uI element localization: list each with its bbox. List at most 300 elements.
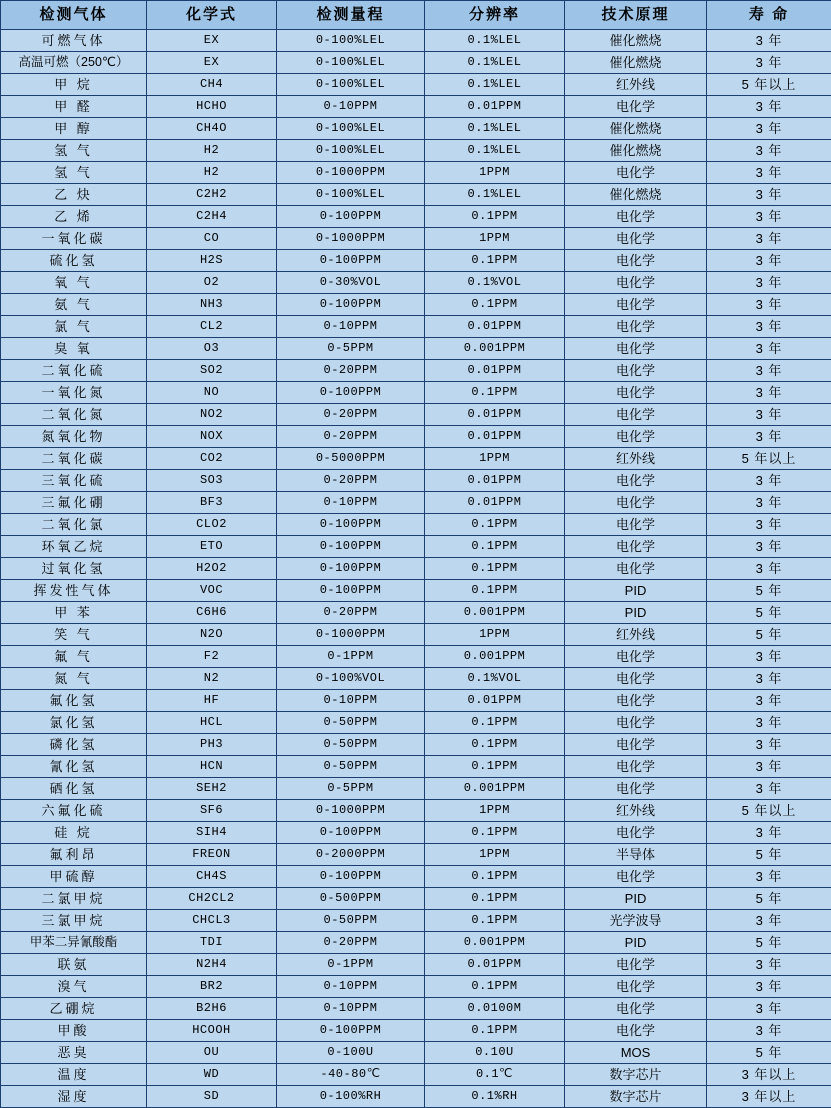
table-row: [1, 272, 831, 294]
table-row: [1, 536, 831, 558]
cell-range: 0-100PPM: [277, 580, 425, 602]
cell-resolution: 0.01PPM: [425, 954, 565, 976]
cell-lifespan: 5 年: [707, 624, 831, 646]
cell-principle: 催化燃烧: [565, 118, 707, 140]
cell-gas: 可燃气体: [1, 30, 147, 52]
table-body: [1, 30, 831, 1108]
cell-lifespan: 3 年: [707, 118, 831, 140]
cell-gas: 氯化氢: [1, 712, 147, 734]
cell-gas: 氟利昂: [1, 844, 147, 866]
cell-gas: 硅 烷: [1, 822, 147, 844]
cell-formula: SEH2: [147, 778, 277, 800]
cell-range: 0-20PPM: [277, 470, 425, 492]
cell-range: 0-50PPM: [277, 712, 425, 734]
cell-principle: 电化学: [565, 734, 707, 756]
cell-resolution: 0.01PPM: [425, 316, 565, 338]
cell-formula: O2: [147, 272, 277, 294]
cell-gas: 甲 烷: [1, 74, 147, 96]
table-header-row: [1, 1, 831, 30]
cell-gas: 乙 烯: [1, 206, 147, 228]
cell-gas: 乙 炔: [1, 184, 147, 206]
cell-range: 0-1000PPM: [277, 228, 425, 250]
cell-formula: SO2: [147, 360, 277, 382]
cell-principle: 红外线: [565, 448, 707, 470]
cell-formula: H2: [147, 140, 277, 162]
cell-formula: CH4: [147, 74, 277, 96]
cell-lifespan: 5 年: [707, 1042, 831, 1064]
cell-range: 0-10PPM: [277, 976, 425, 998]
cell-resolution: 0.0100M: [425, 998, 565, 1020]
cell-lifespan: 3 年: [707, 492, 831, 514]
cell-resolution: 0.10U: [425, 1042, 565, 1064]
cell-gas: 三氯甲烷: [1, 910, 147, 932]
cell-lifespan: 3 年: [707, 162, 831, 184]
cell-principle: 电化学: [565, 646, 707, 668]
cell-principle: 电化学: [565, 426, 707, 448]
cell-formula: CO2: [147, 448, 277, 470]
cell-lifespan: 3 年: [707, 52, 831, 74]
table-row: [1, 404, 831, 426]
table-row: [1, 228, 831, 250]
cell-lifespan: 3 年: [707, 404, 831, 426]
cell-principle: 电化学: [565, 294, 707, 316]
cell-gas: 三氧化硫: [1, 470, 147, 492]
cell-formula: PH3: [147, 734, 277, 756]
cell-principle: 电化学: [565, 778, 707, 800]
table-row: [1, 30, 831, 52]
cell-range: 0-1000PPM: [277, 624, 425, 646]
table-row: [1, 294, 831, 316]
cell-formula: VOC: [147, 580, 277, 602]
cell-formula: SD: [147, 1086, 277, 1108]
cell-resolution: 0.1PPM: [425, 1020, 565, 1042]
table-row: [1, 1086, 831, 1108]
table-row: [1, 866, 831, 888]
cell-gas: 臭 氧: [1, 338, 147, 360]
cell-lifespan: 3 年: [707, 96, 831, 118]
cell-principle: 数字芯片: [565, 1064, 707, 1086]
cell-formula: EX: [147, 52, 277, 74]
cell-formula: C2H4: [147, 206, 277, 228]
cell-range: 0-30%VOL: [277, 272, 425, 294]
cell-range: 0-500PPM: [277, 888, 425, 910]
cell-formula: TDI: [147, 932, 277, 954]
cell-gas: 硫化氢: [1, 250, 147, 272]
cell-formula: N2O: [147, 624, 277, 646]
cell-range: 0-20PPM: [277, 932, 425, 954]
cell-formula: HCL: [147, 712, 277, 734]
cell-range: 0-10PPM: [277, 96, 425, 118]
cell-lifespan: 3 年: [707, 140, 831, 162]
cell-resolution: 1PPM: [425, 624, 565, 646]
cell-formula: NO2: [147, 404, 277, 426]
cell-range: 0-50PPM: [277, 756, 425, 778]
cell-range: 0-50PPM: [277, 734, 425, 756]
cell-formula: OU: [147, 1042, 277, 1064]
cell-gas: 恶臭: [1, 1042, 147, 1064]
cell-formula: F2: [147, 646, 277, 668]
table-row: [1, 382, 831, 404]
cell-gas: 过氧化氢: [1, 558, 147, 580]
cell-gas: 氢 气: [1, 140, 147, 162]
cell-principle: 电化学: [565, 404, 707, 426]
table-row: [1, 910, 831, 932]
cell-principle: 红外线: [565, 624, 707, 646]
cell-formula: BF3: [147, 492, 277, 514]
cell-formula: HCN: [147, 756, 277, 778]
cell-lifespan: 5 年: [707, 844, 831, 866]
cell-principle: 电化学: [565, 338, 707, 360]
cell-principle: 电化学: [565, 250, 707, 272]
table-row: [1, 558, 831, 580]
table-row: [1, 338, 831, 360]
cell-gas: 甲 醛: [1, 96, 147, 118]
column-header-resolution: 分辨率: [425, 1, 565, 30]
cell-formula: N2: [147, 668, 277, 690]
cell-principle: 催化燃烧: [565, 30, 707, 52]
cell-range: 0-100PPM: [277, 558, 425, 580]
cell-formula: EX: [147, 30, 277, 52]
cell-lifespan: 3 年: [707, 360, 831, 382]
table-row: [1, 624, 831, 646]
cell-formula: CH2CL2: [147, 888, 277, 910]
cell-lifespan: 3 年: [707, 514, 831, 536]
cell-gas: 甲苯二异氰酸酯: [1, 932, 147, 954]
table-row: [1, 998, 831, 1020]
cell-lifespan: 3 年以上: [707, 1086, 831, 1108]
cell-range: 0-100PPM: [277, 866, 425, 888]
cell-range: 0-10PPM: [277, 316, 425, 338]
cell-formula: ETO: [147, 536, 277, 558]
cell-formula: O3: [147, 338, 277, 360]
cell-formula: CL2: [147, 316, 277, 338]
cell-gas: 联氨: [1, 954, 147, 976]
table-row: [1, 514, 831, 536]
cell-range: 0-5PPM: [277, 338, 425, 360]
table-row: [1, 1020, 831, 1042]
cell-lifespan: 3 年: [707, 536, 831, 558]
cell-resolution: 0.1PPM: [425, 866, 565, 888]
cell-range: 0-100%LEL: [277, 140, 425, 162]
cell-range: 0-20PPM: [277, 404, 425, 426]
cell-formula: H2: [147, 162, 277, 184]
cell-formula: NH3: [147, 294, 277, 316]
cell-formula: NO: [147, 382, 277, 404]
cell-principle: PID: [565, 580, 707, 602]
cell-principle: 光学波导: [565, 910, 707, 932]
cell-gas: 氯 气: [1, 316, 147, 338]
cell-formula: BR2: [147, 976, 277, 998]
cell-range: 0-100PPM: [277, 294, 425, 316]
table-row: [1, 932, 831, 954]
cell-range: 0-100%LEL: [277, 184, 425, 206]
cell-principle: 电化学: [565, 316, 707, 338]
cell-gas: 氟化氢: [1, 690, 147, 712]
cell-resolution: 0.1PPM: [425, 756, 565, 778]
table-row: [1, 976, 831, 998]
cell-resolution: 0.1PPM: [425, 382, 565, 404]
table-row: [1, 646, 831, 668]
table-row: [1, 316, 831, 338]
cell-range: 0-100%VOL: [277, 668, 425, 690]
cell-gas: 氮氧化物: [1, 426, 147, 448]
cell-range: 0-1PPM: [277, 646, 425, 668]
table-row: [1, 888, 831, 910]
cell-gas: 氟 气: [1, 646, 147, 668]
cell-formula: CO: [147, 228, 277, 250]
cell-gas: 硒化氢: [1, 778, 147, 800]
cell-principle: 电化学: [565, 536, 707, 558]
cell-lifespan: 3 年: [707, 338, 831, 360]
cell-principle: PID: [565, 932, 707, 954]
cell-principle: 电化学: [565, 866, 707, 888]
cell-resolution: 0.01PPM: [425, 470, 565, 492]
table-row: [1, 118, 831, 140]
cell-range: 0-10PPM: [277, 998, 425, 1020]
cell-formula: C6H6: [147, 602, 277, 624]
cell-gas: 氮 气: [1, 668, 147, 690]
table-row: [1, 1042, 831, 1064]
column-header-range: 检测量程: [277, 1, 425, 30]
cell-range: 0-100PPM: [277, 250, 425, 272]
column-header-principle: 技术原理: [565, 1, 707, 30]
cell-formula: HCHO: [147, 96, 277, 118]
cell-lifespan: 3 年: [707, 184, 831, 206]
cell-lifespan: 3 年: [707, 228, 831, 250]
table-row: [1, 756, 831, 778]
cell-range: 0-100PPM: [277, 1020, 425, 1042]
cell-lifespan: 3 年: [707, 250, 831, 272]
cell-lifespan: 3 年: [707, 778, 831, 800]
cell-principle: 电化学: [565, 954, 707, 976]
cell-resolution: 0.1%LEL: [425, 118, 565, 140]
cell-range: -40-80℃: [277, 1064, 425, 1086]
cell-lifespan: 3 年: [707, 998, 831, 1020]
cell-resolution: 0.1℃: [425, 1064, 565, 1086]
cell-principle: 红外线: [565, 800, 707, 822]
cell-lifespan: 5 年以上: [707, 800, 831, 822]
cell-resolution: 0.1PPM: [425, 712, 565, 734]
cell-lifespan: 3 年: [707, 30, 831, 52]
cell-resolution: 0.1PPM: [425, 514, 565, 536]
cell-principle: PID: [565, 602, 707, 624]
cell-resolution: 0.001PPM: [425, 778, 565, 800]
cell-principle: 催化燃烧: [565, 184, 707, 206]
cell-lifespan: 3 年: [707, 316, 831, 338]
cell-range: 0-20PPM: [277, 426, 425, 448]
cell-principle: PID: [565, 888, 707, 910]
table-row: [1, 470, 831, 492]
cell-resolution: 0.01PPM: [425, 690, 565, 712]
cell-formula: N2H4: [147, 954, 277, 976]
cell-range: 0-5PPM: [277, 778, 425, 800]
cell-formula: CH4S: [147, 866, 277, 888]
cell-principle: 电化学: [565, 206, 707, 228]
cell-range: 0-5000PPM: [277, 448, 425, 470]
cell-gas: 氢 气: [1, 162, 147, 184]
cell-resolution: 0.1%LEL: [425, 52, 565, 74]
cell-lifespan: 3 年以上: [707, 1064, 831, 1086]
cell-gas: 氰化氢: [1, 756, 147, 778]
cell-resolution: 0.01PPM: [425, 426, 565, 448]
cell-formula: CH4O: [147, 118, 277, 140]
cell-range: 0-1000PPM: [277, 162, 425, 184]
table-row: [1, 492, 831, 514]
cell-resolution: 0.01PPM: [425, 404, 565, 426]
table-row: [1, 74, 831, 96]
cell-lifespan: 5 年以上: [707, 74, 831, 96]
cell-principle: 电化学: [565, 668, 707, 690]
cell-lifespan: 5 年以上: [707, 448, 831, 470]
cell-gas: 温度: [1, 1064, 147, 1086]
cell-resolution: 0.1%LEL: [425, 184, 565, 206]
cell-formula: WD: [147, 1064, 277, 1086]
cell-lifespan: 3 年: [707, 822, 831, 844]
cell-range: 0-50PPM: [277, 910, 425, 932]
cell-lifespan: 5 年: [707, 602, 831, 624]
cell-lifespan: 3 年: [707, 426, 831, 448]
cell-resolution: 0.1%LEL: [425, 74, 565, 96]
column-header-lifespan: 寿 命: [707, 1, 831, 30]
cell-principle: MOS: [565, 1042, 707, 1064]
cell-principle: 催化燃烧: [565, 52, 707, 74]
cell-resolution: 0.1PPM: [425, 536, 565, 558]
cell-resolution: 0.01PPM: [425, 360, 565, 382]
table-row: [1, 602, 831, 624]
cell-resolution: 0.001PPM: [425, 646, 565, 668]
cell-formula: SO3: [147, 470, 277, 492]
table-row: [1, 360, 831, 382]
cell-principle: 电化学: [565, 712, 707, 734]
cell-lifespan: 3 年: [707, 470, 831, 492]
cell-formula: FREON: [147, 844, 277, 866]
cell-range: 0-1000PPM: [277, 800, 425, 822]
cell-resolution: 0.1PPM: [425, 580, 565, 602]
cell-lifespan: 3 年: [707, 976, 831, 998]
table-row: [1, 184, 831, 206]
cell-principle: 电化学: [565, 558, 707, 580]
cell-principle: 红外线: [565, 74, 707, 96]
cell-principle: 电化学: [565, 228, 707, 250]
column-header-formula: 化学式: [147, 1, 277, 30]
cell-resolution: 0.1PPM: [425, 910, 565, 932]
cell-gas: 溴气: [1, 976, 147, 998]
cell-principle: 数字芯片: [565, 1086, 707, 1108]
cell-range: 0-100PPM: [277, 514, 425, 536]
cell-resolution: 0.1PPM: [425, 558, 565, 580]
table-row: [1, 778, 831, 800]
table-row: [1, 52, 831, 74]
cell-principle: 电化学: [565, 360, 707, 382]
cell-gas: 磷化氢: [1, 734, 147, 756]
table-row: [1, 162, 831, 184]
cell-gas: 环氧乙烷: [1, 536, 147, 558]
cell-gas: 二氧化氮: [1, 404, 147, 426]
cell-lifespan: 5 年: [707, 888, 831, 910]
cell-gas: 湿度: [1, 1086, 147, 1108]
cell-principle: 电化学: [565, 382, 707, 404]
cell-lifespan: 5 年: [707, 580, 831, 602]
cell-lifespan: 3 年: [707, 954, 831, 976]
cell-resolution: 0.1PPM: [425, 976, 565, 998]
cell-gas: 氨 气: [1, 294, 147, 316]
cell-resolution: 0.1PPM: [425, 250, 565, 272]
cell-gas: 甲 苯: [1, 602, 147, 624]
cell-resolution: 0.01PPM: [425, 96, 565, 118]
cell-resolution: 0.1PPM: [425, 822, 565, 844]
cell-range: 0-10PPM: [277, 690, 425, 712]
cell-principle: 催化燃烧: [565, 140, 707, 162]
cell-gas: 二氧化氯: [1, 514, 147, 536]
cell-formula: H2S: [147, 250, 277, 272]
cell-resolution: 0.1PPM: [425, 734, 565, 756]
cell-lifespan: 3 年: [707, 910, 831, 932]
cell-range: 0-100%LEL: [277, 118, 425, 140]
cell-range: 0-100U: [277, 1042, 425, 1064]
cell-resolution: 1PPM: [425, 844, 565, 866]
cell-gas: 二氧化硫: [1, 360, 147, 382]
cell-lifespan: 3 年: [707, 756, 831, 778]
cell-lifespan: 3 年: [707, 272, 831, 294]
cell-principle: 电化学: [565, 272, 707, 294]
table-row: [1, 206, 831, 228]
cell-range: 0-100%LEL: [277, 30, 425, 52]
cell-formula: HCOOH: [147, 1020, 277, 1042]
cell-resolution: 0.1PPM: [425, 206, 565, 228]
table-row: [1, 844, 831, 866]
table-row: [1, 580, 831, 602]
cell-formula: NOX: [147, 426, 277, 448]
cell-formula: H2O2: [147, 558, 277, 580]
cell-principle: 电化学: [565, 162, 707, 184]
cell-gas: 氧 气: [1, 272, 147, 294]
cell-lifespan: 3 年: [707, 382, 831, 404]
cell-resolution: 0.001PPM: [425, 338, 565, 360]
cell-formula: CHCL3: [147, 910, 277, 932]
cell-gas: 一氧化碳: [1, 228, 147, 250]
table-row: [1, 250, 831, 272]
cell-formula: HF: [147, 690, 277, 712]
cell-lifespan: 3 年: [707, 1020, 831, 1042]
cell-gas: 二氧化碳: [1, 448, 147, 470]
cell-formula: SF6: [147, 800, 277, 822]
cell-principle: 电化学: [565, 1020, 707, 1042]
cell-range: 0-100%RH: [277, 1086, 425, 1108]
cell-gas: 笑 气: [1, 624, 147, 646]
cell-principle: 电化学: [565, 96, 707, 118]
cell-gas: 甲 醇: [1, 118, 147, 140]
cell-lifespan: 3 年: [707, 690, 831, 712]
cell-gas: 三氟化硼: [1, 492, 147, 514]
cell-resolution: 0.1%VOL: [425, 272, 565, 294]
cell-gas: 高温可燃（250℃）: [1, 52, 147, 74]
cell-formula: SIH4: [147, 822, 277, 844]
cell-lifespan: 3 年: [707, 206, 831, 228]
cell-resolution: 0.01PPM: [425, 492, 565, 514]
table-row: [1, 800, 831, 822]
table-row: [1, 712, 831, 734]
cell-range: 0-20PPM: [277, 602, 425, 624]
cell-principle: 电化学: [565, 756, 707, 778]
cell-resolution: 0.1PPM: [425, 294, 565, 316]
cell-lifespan: 3 年: [707, 712, 831, 734]
table-row: [1, 690, 831, 712]
cell-range: 0-100PPM: [277, 822, 425, 844]
cell-range: 0-20PPM: [277, 360, 425, 382]
cell-gas: 六氟化硫: [1, 800, 147, 822]
cell-range: 0-100PPM: [277, 382, 425, 404]
cell-formula: B2H6: [147, 998, 277, 1020]
